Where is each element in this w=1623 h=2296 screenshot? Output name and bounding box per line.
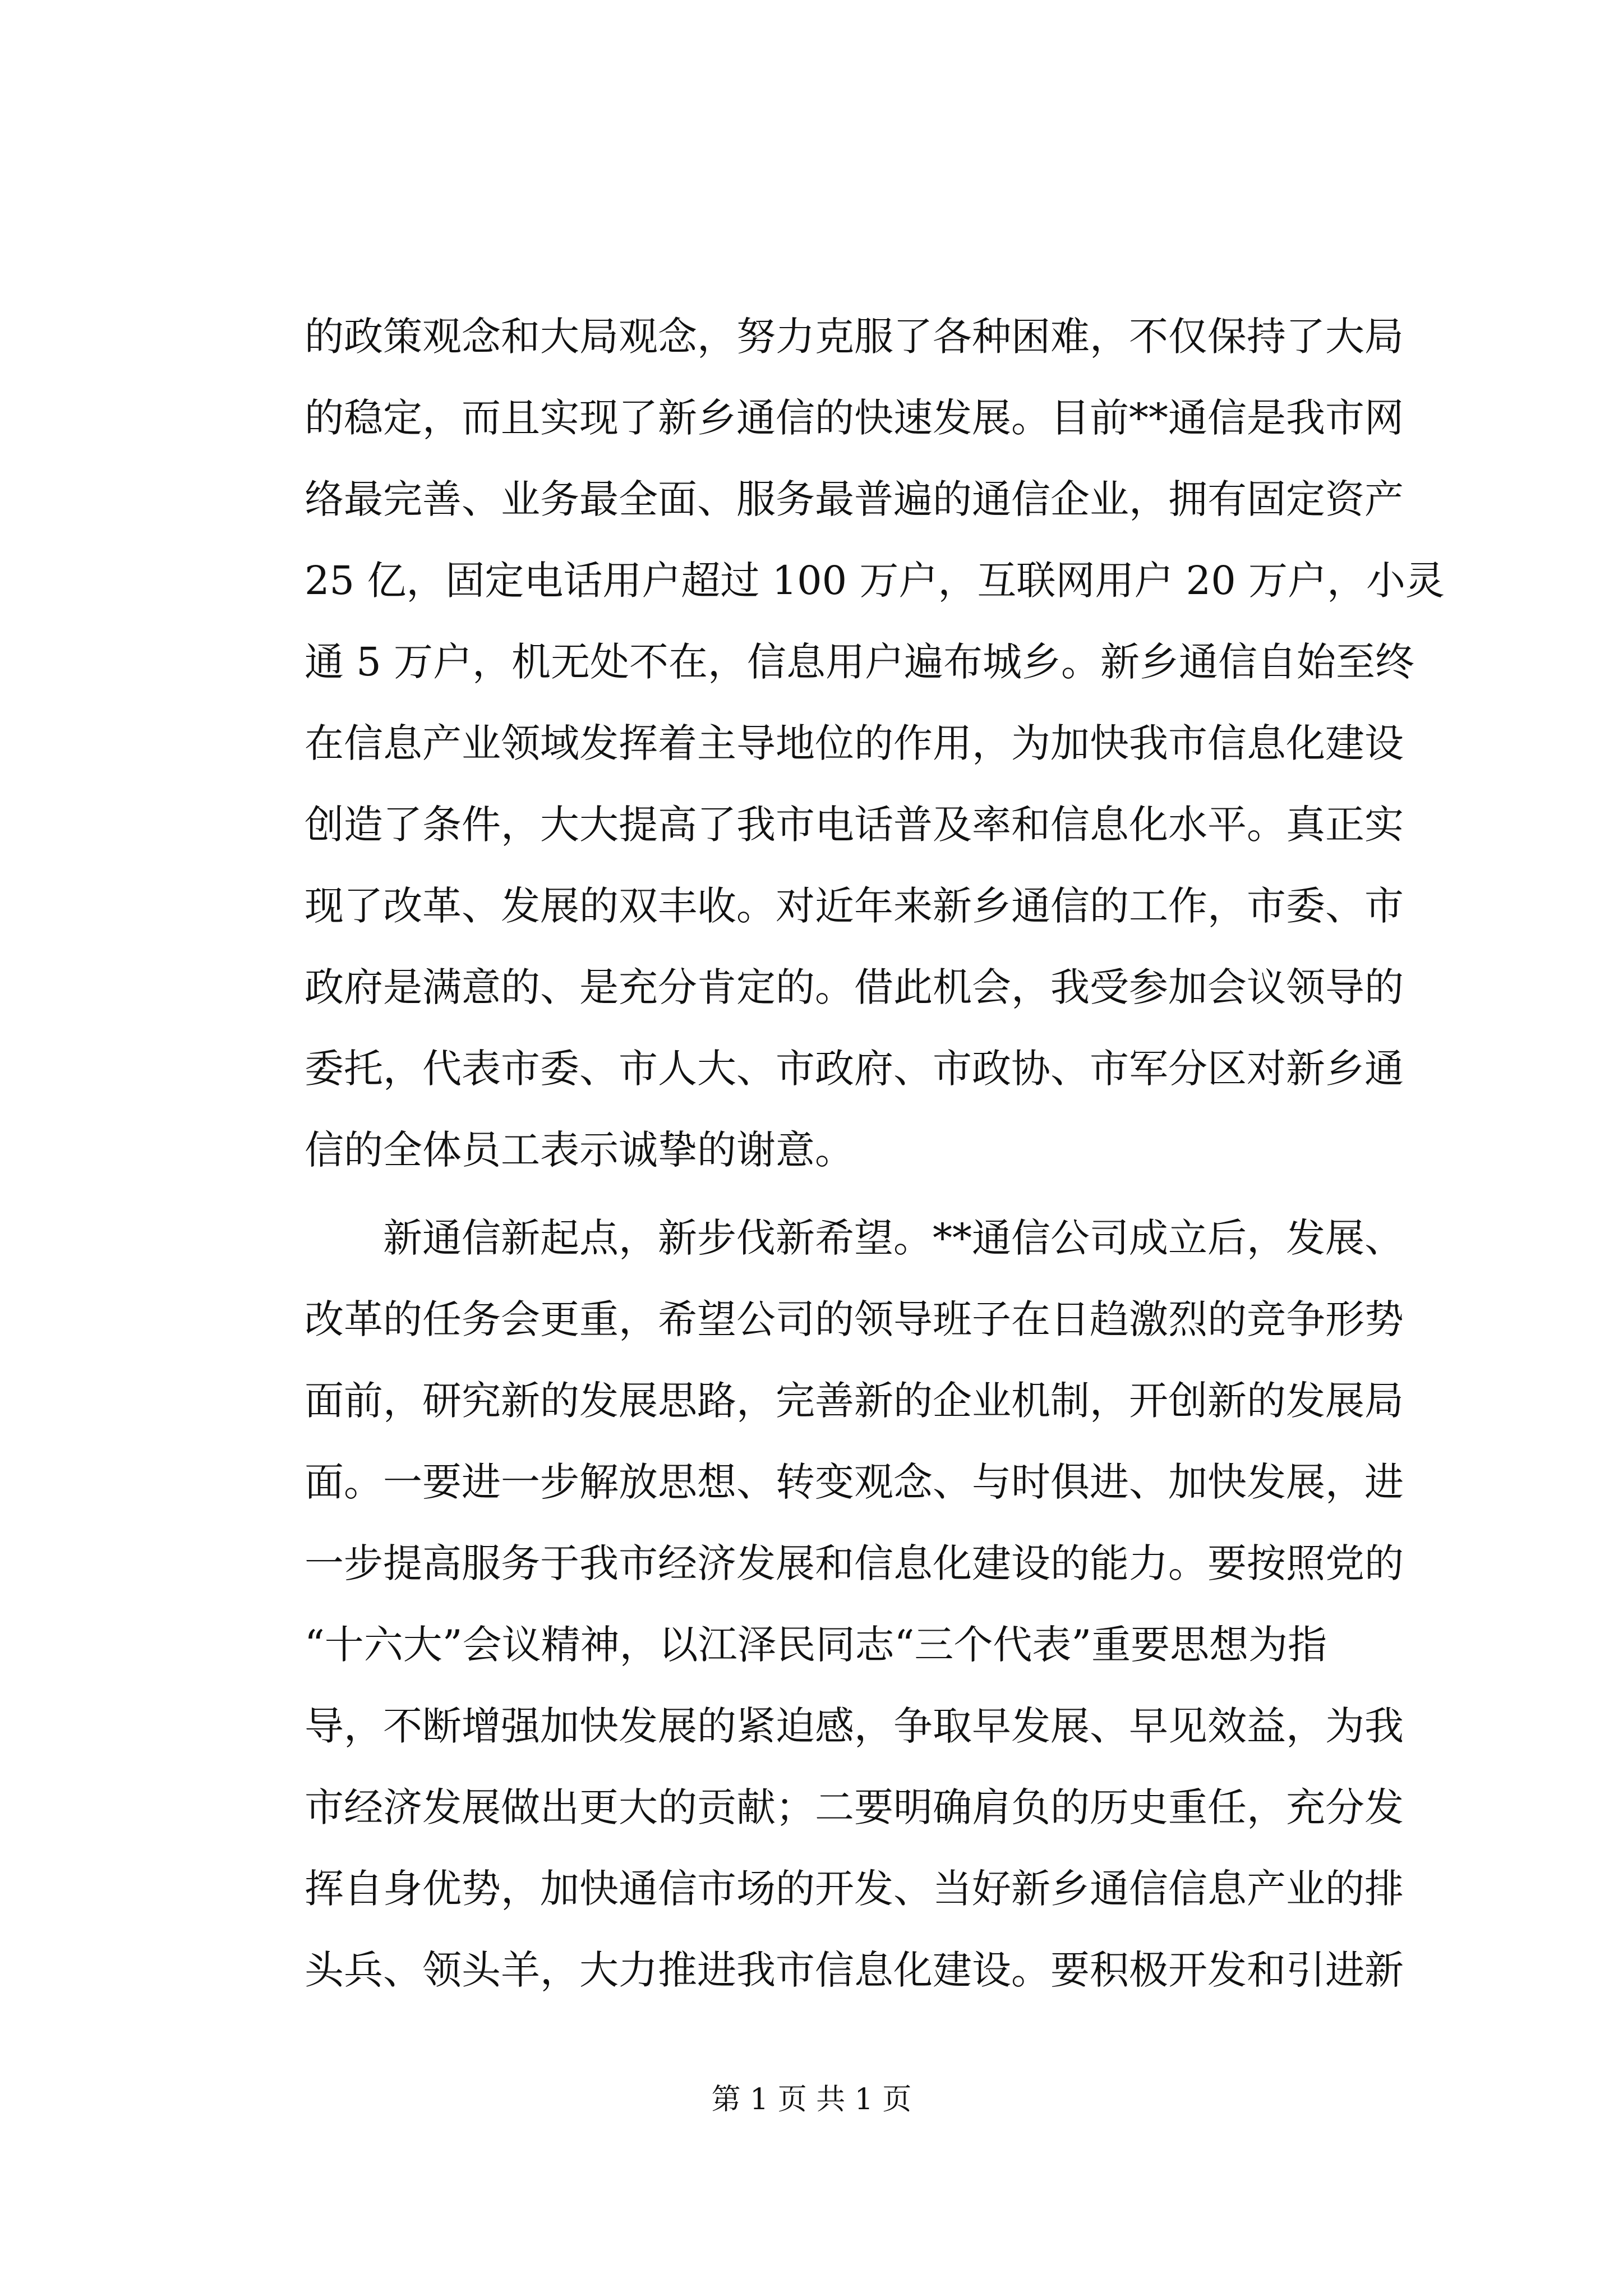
text-line: 委托，代表市委、市人大、市政府、市政协、市军分区对新乡通 <box>305 1046 1404 1092</box>
text-line: 政府是满意的、是充分肯定的。借此机会，我受参加会议领导的 <box>305 964 1404 1010</box>
text-line: “十六大”会议精神，以江泽民同志“三个代表”重要思想为指 <box>305 1622 1327 1668</box>
text-line: 新通信新起点，新步伐新希望。**通信公司成立后，发展、 <box>305 1215 1404 1261</box>
text-line: 创造了条件，大大提高了我市电话普及率和信息化水平。真正实 <box>305 802 1404 848</box>
text-line: 信的全体员工表示诚挚的谢意。 <box>305 1127 854 1173</box>
paragraph-gap <box>305 1191 1320 1198</box>
text-line: 挥自身优势，加快通信市场的开发、当好新乡通信信息产业的排 <box>305 1866 1404 1912</box>
document-body <box>305 296 1445 2011</box>
text-line: 25 亿，固定电话用户超过 100 万户，互联网用户 20 万户，小灵 <box>305 558 1445 604</box>
text-line: 头兵、领头羊，大力推进我市信息化建设。要积极开发和引进新 <box>305 1947 1404 1993</box>
text-line: 改革的任务会更重，希望公司的领导班子在日趋激烈的竞争形势 <box>305 1296 1404 1342</box>
paragraph <box>305 296 1445 1191</box>
text-line: 面。一要进一步解放思想、转变观念、与时俱进、加快发展，进 <box>305 1459 1404 1505</box>
paragraph <box>305 1198 1404 2011</box>
text-line: 市经济发展做出更大的贡献；二要明确肩负的历史重任，充分发 <box>305 1784 1404 1830</box>
text-line: 络最完善、业务最全面、服务最普遍的通信企业，拥有固定资产 <box>305 476 1404 522</box>
text-line: 在信息产业领域发挥着主导地位的作用，为加快我市信息化建设 <box>305 720 1404 766</box>
page-number-footer: 第 1 页 共 1 页 <box>711 2083 912 2116</box>
text-line: 的稳定，而且实现了新乡通信的快速发展。目前**通信是我市网 <box>305 395 1404 441</box>
text-line: 的政策观念和大局观念，努力克服了各种困难，不仅保持了大局 <box>305 314 1404 360</box>
text-line: 一步提高服务于我市经济发展和信息化建设的能力。要按照党的 <box>305 1540 1404 1586</box>
text-line: 现了改革、发展的双丰收。对近年来新乡通信的工作，市委、市 <box>305 883 1404 929</box>
text-line: 通 5 万户，机无处不在，信息用户遍布城乡。新乡通信自始至终 <box>305 639 1415 685</box>
text-line: 面前，研究新的发展思路，完善新的企业机制，开创新的发展局 <box>305 1378 1404 1424</box>
text-line: 导，不断增强加快发展的紧迫感，争取早发展、早见效益，为我 <box>305 1703 1404 1749</box>
